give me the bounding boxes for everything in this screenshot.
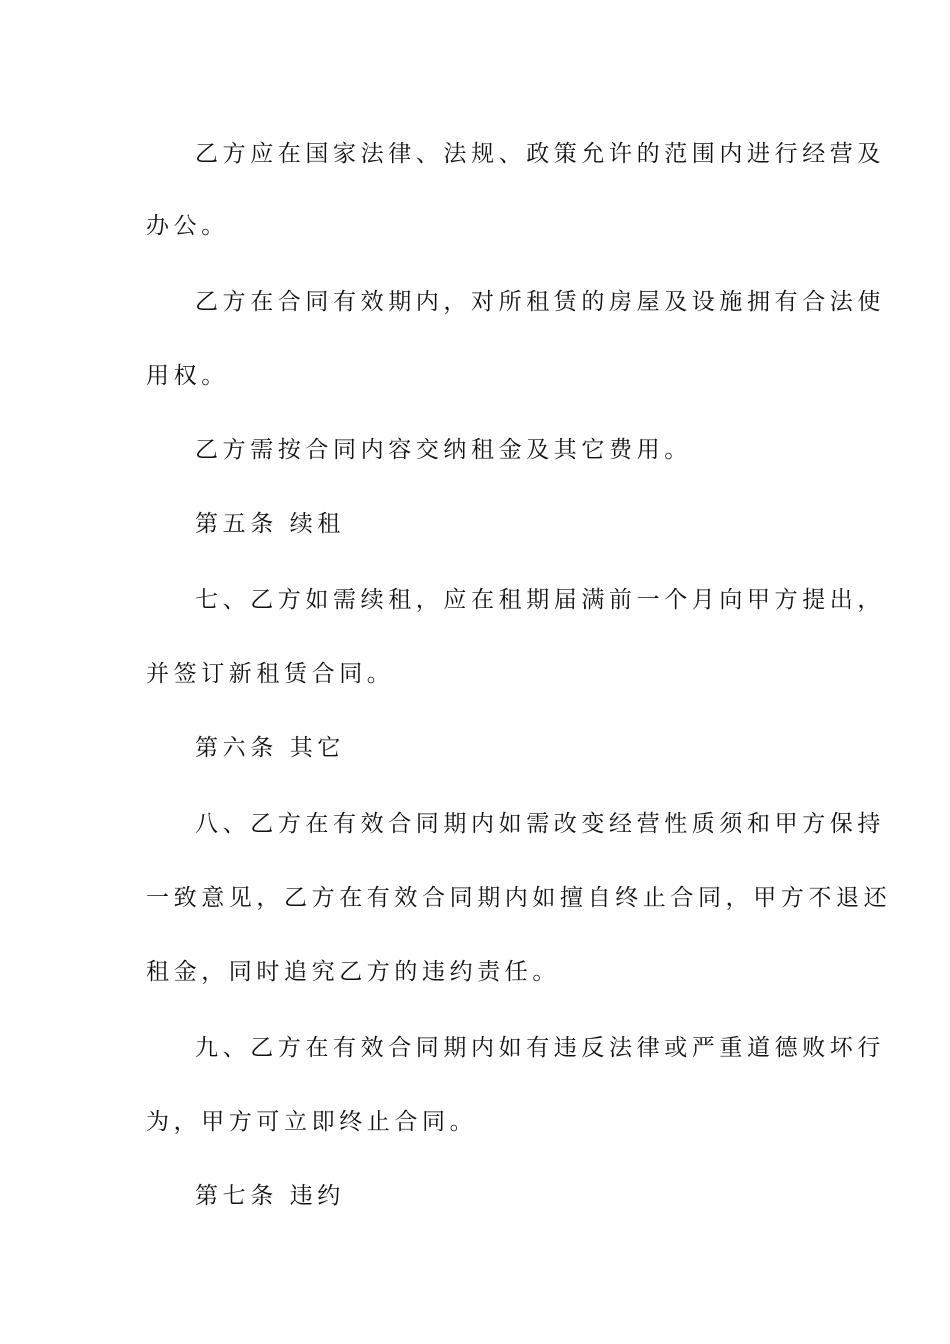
section-heading: 第七条 违约 <box>195 1183 345 1209</box>
paragraph-line: 七、乙方如需续租，应在租期届满前一个月向甲方提出， <box>195 587 885 613</box>
section-heading: 第六条 其它 <box>195 735 345 761</box>
paragraph-line: 乙方需按合同内容交纳租金及其它费用。 <box>195 437 692 463</box>
paragraph-line: 乙方在合同有效期内，对所租赁的房屋及设施拥有合法使 <box>195 289 885 315</box>
paragraph-line: 用权。 <box>146 363 229 389</box>
paragraph-line: 为，甲方可立即终止合同。 <box>146 1109 478 1135</box>
paragraph-line: 一致意见，乙方在有效合同期内如擅自终止合同，甲方不退还 <box>146 885 892 911</box>
paragraph-line: 八、乙方在有效合同期内如需改变经营性质须和甲方保持 <box>195 811 885 837</box>
paragraph-line: 租金，同时追究乙方的违约责任。 <box>146 959 560 985</box>
paragraph-line: 乙方应在国家法律、法规、政策允许的范围内进行经营及 <box>195 141 885 167</box>
paragraph-line: 并签订新租赁合同。 <box>146 661 395 687</box>
paragraph-line: 九、乙方在有效合同期内如有违反法律或严重道德败坏行 <box>195 1035 885 1061</box>
section-heading: 第五条 续租 <box>195 511 345 537</box>
paragraph-line: 办公。 <box>146 213 229 239</box>
